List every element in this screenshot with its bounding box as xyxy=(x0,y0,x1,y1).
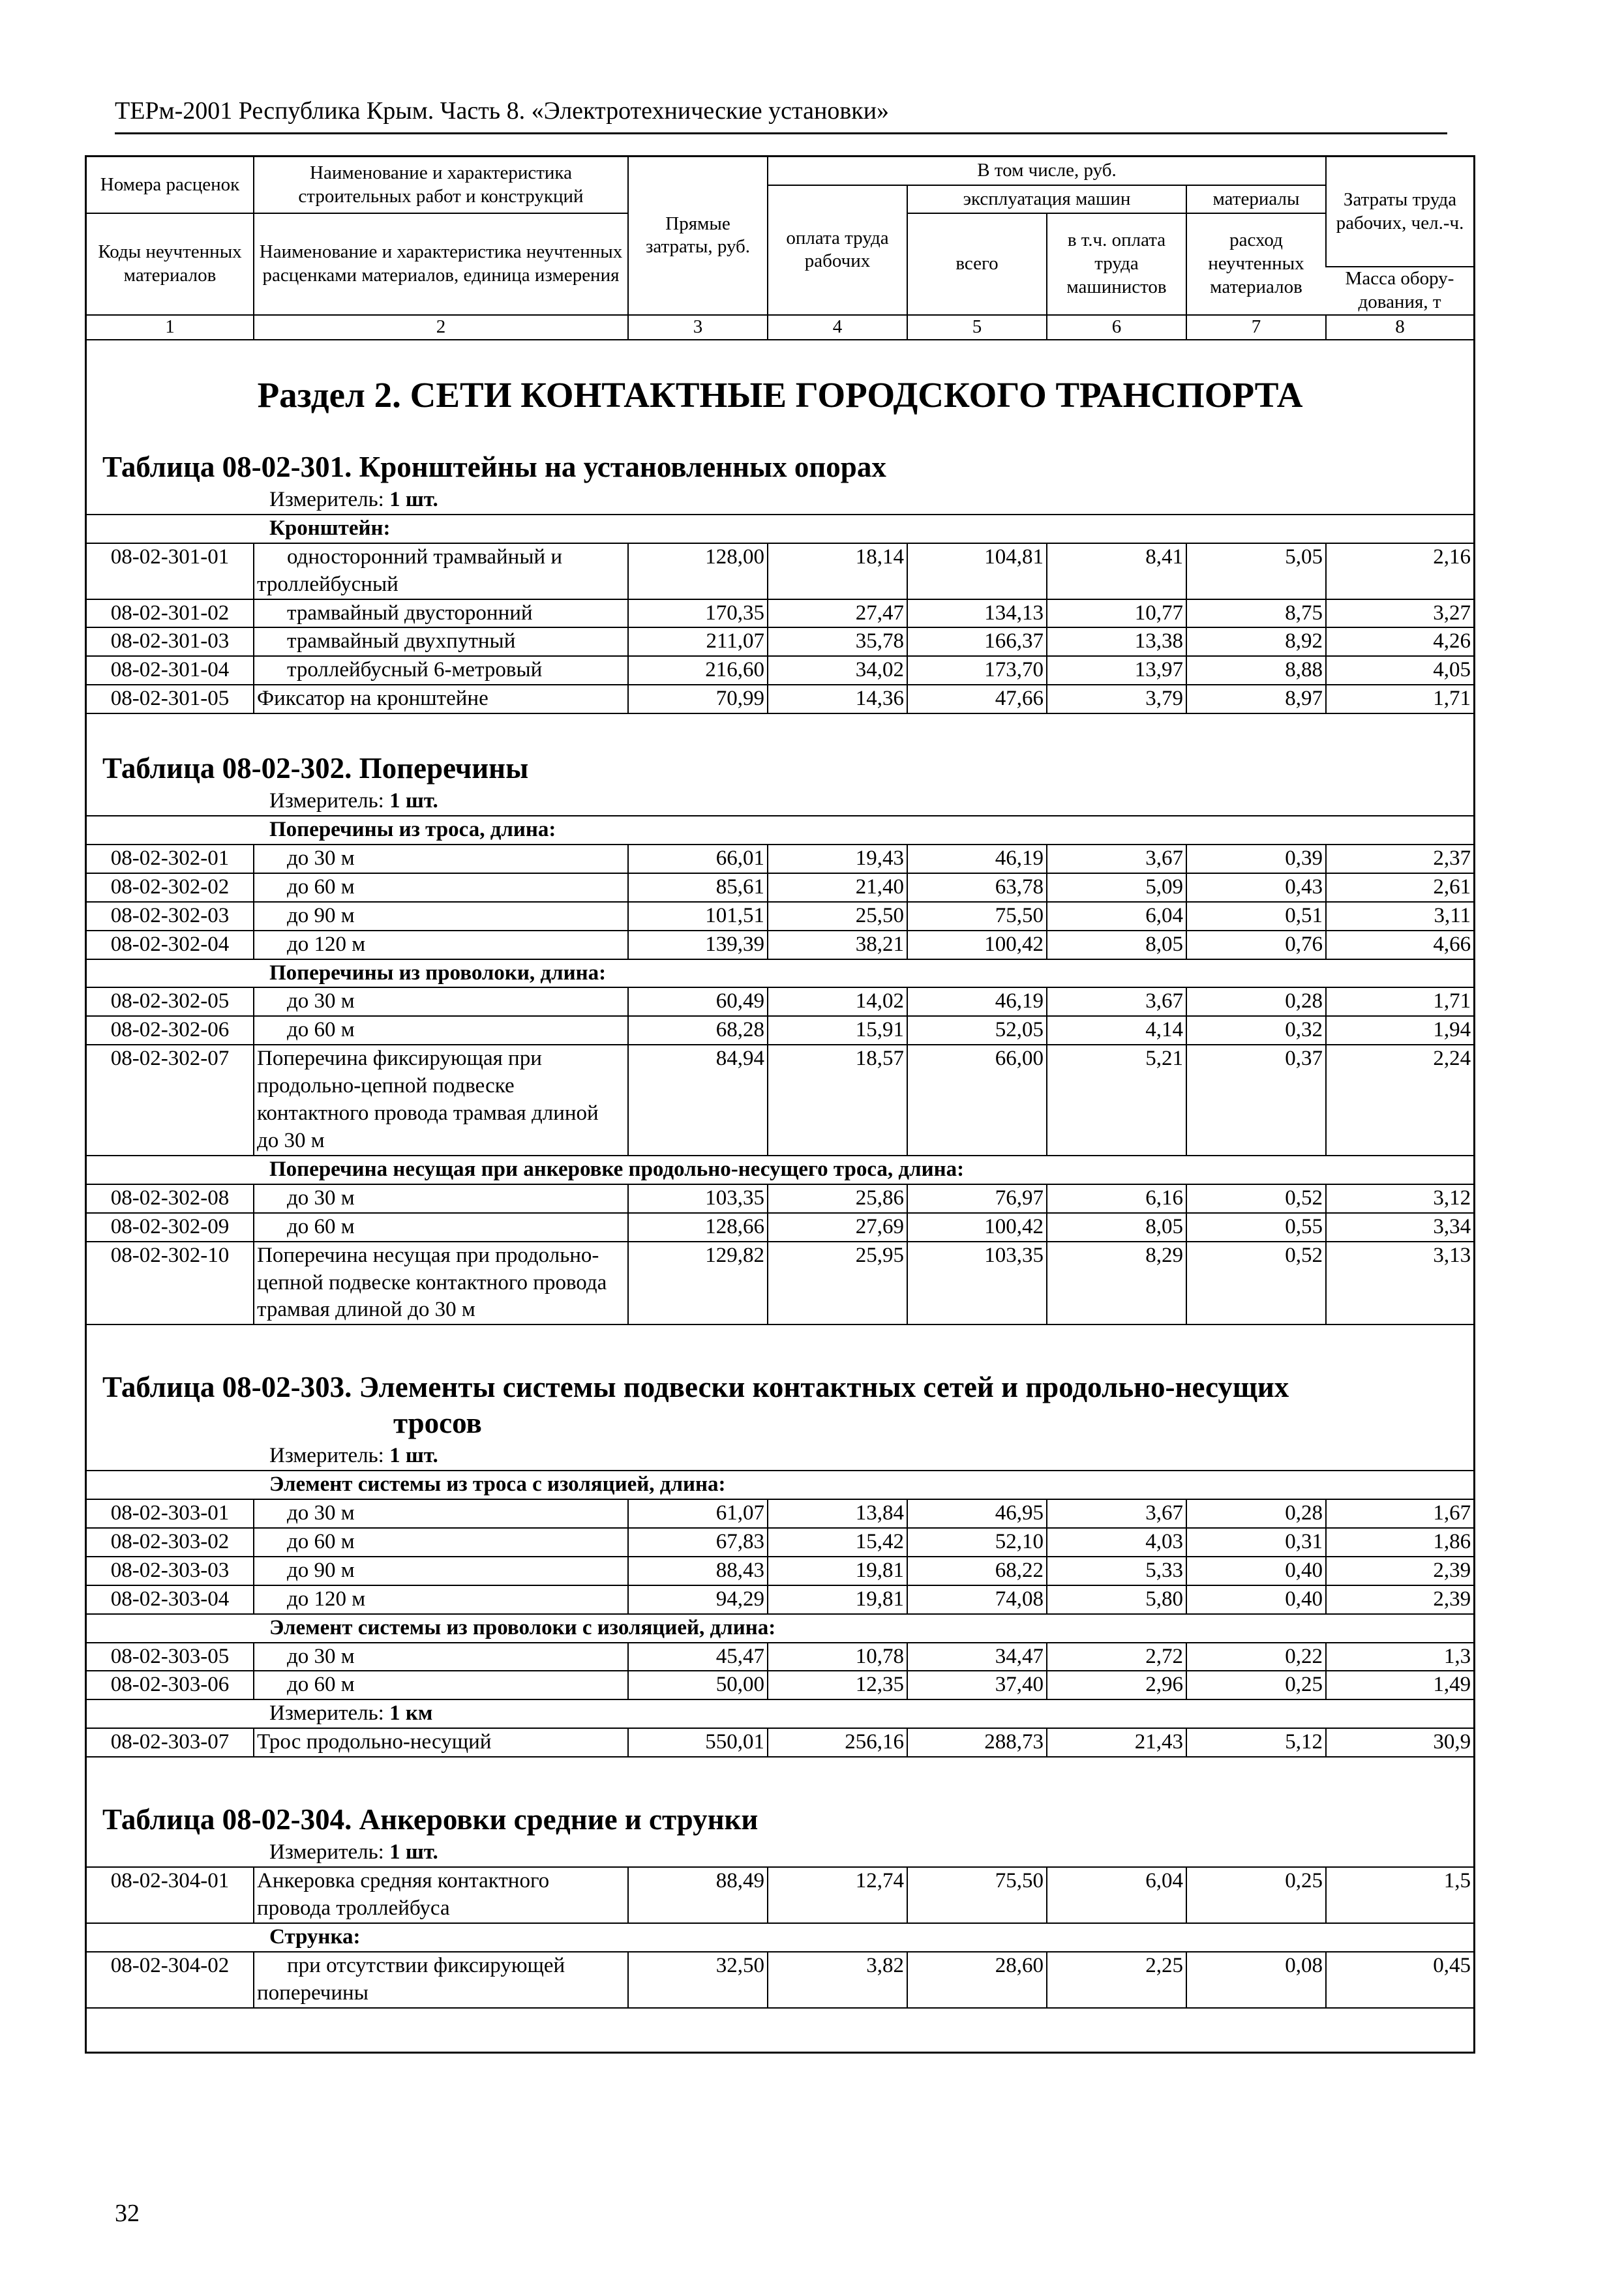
direct-cost: 32,50 xyxy=(628,1952,768,2008)
table-row xyxy=(87,931,1473,959)
labor-pay: 15,42 xyxy=(768,1528,907,1557)
direct-cost: 85,61 xyxy=(628,873,768,902)
machines-total: 68,22 xyxy=(907,1557,1047,1585)
price-tables xyxy=(87,449,1473,2049)
machinist-pay: 6,16 xyxy=(1047,1184,1186,1213)
rate-code: 08-02-302-01 xyxy=(87,845,254,873)
rate-code: 08-02-302-08 xyxy=(87,1184,254,1213)
machinist-pay: 2,72 xyxy=(1047,1643,1186,1671)
work-name: до 120 м xyxy=(254,931,628,959)
labor-hours: 2,16 xyxy=(1326,543,1473,599)
work-name: Трос продольно-несущий xyxy=(254,1728,628,1757)
labor-hours: 3,12 xyxy=(1326,1184,1473,1213)
work-name: до 60 м xyxy=(254,1016,628,1045)
measure-unit: 1 км xyxy=(389,1701,433,1726)
work-name: трамвайный двухпутный xyxy=(254,627,628,656)
header-rule xyxy=(115,132,1447,134)
table-row xyxy=(87,1213,1473,1242)
labor-hours: 2,39 xyxy=(1326,1557,1473,1585)
materials-usage: 0,40 xyxy=(1186,1585,1326,1614)
machinist-pay: 5,09 xyxy=(1047,873,1186,902)
machinist-pay: 13,38 xyxy=(1047,627,1186,656)
col-number: 4 xyxy=(768,315,907,340)
table-row xyxy=(87,1045,1473,1156)
table-title xyxy=(87,1802,1473,1838)
work-name: троллейбусный 6-метровый xyxy=(254,656,628,685)
spacer xyxy=(87,714,1473,747)
header-including: В том числе, руб. xyxy=(768,157,1326,185)
col-number: 8 xyxy=(1326,315,1473,340)
header-machines-total: всего xyxy=(907,213,1047,315)
group-row xyxy=(87,515,1473,543)
labor-hours: 1,94 xyxy=(1326,1016,1473,1045)
machinist-pay: 3,67 xyxy=(1047,987,1186,1016)
materials-usage: 0,76 xyxy=(1186,931,1326,959)
rate-code: 08-02-302-07 xyxy=(87,1045,254,1156)
work-name: до 60 м xyxy=(254,1528,628,1557)
rate-code: 08-02-301-03 xyxy=(87,627,254,656)
machines-total: 47,66 xyxy=(907,685,1047,713)
table-row xyxy=(87,599,1473,628)
measure-cell xyxy=(87,1699,1473,1728)
measure-unit: 1 шт. xyxy=(389,789,438,813)
col-number: 2 xyxy=(254,315,628,340)
materials-usage: 5,12 xyxy=(1186,1728,1326,1757)
header-equipment-mass: Масса обору-дования, т xyxy=(1326,267,1473,315)
group-heading: Поперечина несущая при анкеровке продольно-несущего троса, длина: xyxy=(87,1156,1473,1184)
group-heading: Струнка: xyxy=(87,1923,1473,1952)
table-row xyxy=(87,987,1473,1016)
work-name: Поперечина фиксирующая при продольно-цепной подвеске контактного провода трамвая длиной до 30 м xyxy=(254,1045,628,1156)
labor-hours: 3,11 xyxy=(1326,902,1473,931)
machines-total: 28,60 xyxy=(907,1952,1047,2008)
materials-usage: 0,51 xyxy=(1186,902,1326,931)
group-heading: Элемент системы из троса с изоляцией, длина: xyxy=(87,1471,1473,1499)
materials-usage: 0,31 xyxy=(1186,1528,1326,1557)
table-title-continuation: тросов xyxy=(393,1407,482,1440)
labor-hours: 1,71 xyxy=(1326,987,1473,1016)
price-table xyxy=(87,815,1473,1325)
measure-label: Измеритель: xyxy=(269,1701,384,1726)
group-heading: Элемент системы из проволоки с изоляцией, длина: xyxy=(87,1614,1473,1643)
labor-pay: 12,35 xyxy=(768,1671,907,1699)
price-table xyxy=(87,514,1473,714)
machinist-pay: 10,77 xyxy=(1047,599,1186,628)
measure-line xyxy=(87,485,1473,514)
machines-total: 173,70 xyxy=(907,656,1047,685)
rate-code: 08-02-302-04 xyxy=(87,931,254,959)
machinist-pay: 6,04 xyxy=(1047,1867,1186,1923)
measure-line xyxy=(87,1838,1473,1866)
spacer xyxy=(87,2009,1473,2049)
machinist-pay: 5,80 xyxy=(1047,1585,1186,1614)
direct-cost: 216,60 xyxy=(628,656,768,685)
table-title-text: Таблица 08-02-302. Поперечины xyxy=(102,752,529,785)
labor-pay: 19,43 xyxy=(768,845,907,873)
labor-hours: 4,05 xyxy=(1326,656,1473,685)
table-row xyxy=(87,902,1473,931)
rate-code: 08-02-301-04 xyxy=(87,656,254,685)
materials-usage: 5,05 xyxy=(1186,543,1326,599)
group-row xyxy=(87,1471,1473,1499)
document-frame xyxy=(85,155,1475,2054)
machines-total: 46,19 xyxy=(907,987,1047,1016)
col-number: 6 xyxy=(1047,315,1186,340)
materials-usage: 0,25 xyxy=(1186,1671,1326,1699)
machinist-pay: 4,03 xyxy=(1047,1528,1186,1557)
machinist-pay: 3,67 xyxy=(1047,1499,1186,1528)
header-codes-top: Номера расценок xyxy=(87,157,254,213)
work-name: до 30 м xyxy=(254,987,628,1016)
materials-usage: 0,39 xyxy=(1186,845,1326,873)
machines-total: 34,47 xyxy=(907,1643,1047,1671)
table-row xyxy=(87,1643,1473,1671)
work-name: до 60 м xyxy=(254,1213,628,1242)
machines-total: 46,95 xyxy=(907,1499,1047,1528)
table-row xyxy=(87,845,1473,873)
machines-total: 52,10 xyxy=(907,1528,1047,1557)
work-name: до 90 м xyxy=(254,902,628,931)
measure-label: Измеритель: xyxy=(269,487,384,511)
table-row xyxy=(87,1671,1473,1699)
rate-code: 08-02-302-05 xyxy=(87,987,254,1016)
labor-pay: 18,14 xyxy=(768,543,907,599)
direct-cost: 45,47 xyxy=(628,1643,768,1671)
labor-pay: 25,95 xyxy=(768,1242,907,1325)
header-labor-costs: Затраты труда рабочих, чел.-ч. xyxy=(1326,157,1473,267)
machinist-pay: 8,41 xyxy=(1047,543,1186,599)
materials-usage: 8,88 xyxy=(1186,656,1326,685)
group-heading: Поперечины из проволоки, длина: xyxy=(87,959,1473,988)
rate-code: 08-02-302-02 xyxy=(87,873,254,902)
labor-hours: 0,45 xyxy=(1326,1952,1473,2008)
machines-total: 134,13 xyxy=(907,599,1047,628)
rate-code: 08-02-303-07 xyxy=(87,1728,254,1757)
work-name: до 60 м xyxy=(254,873,628,902)
labor-hours: 2,24 xyxy=(1326,1045,1473,1156)
direct-cost: 94,29 xyxy=(628,1585,768,1614)
labor-pay: 13,84 xyxy=(768,1499,907,1528)
labor-pay: 38,21 xyxy=(768,931,907,959)
machinist-pay: 2,25 xyxy=(1047,1952,1186,2008)
work-name: до 120 м xyxy=(254,1585,628,1614)
rate-code: 08-02-304-01 xyxy=(87,1867,254,1923)
labor-pay: 35,78 xyxy=(768,627,907,656)
labor-pay: 27,47 xyxy=(768,599,907,628)
rate-code: 08-02-303-02 xyxy=(87,1528,254,1557)
labor-hours: 4,66 xyxy=(1326,931,1473,959)
rate-code: 08-02-301-05 xyxy=(87,685,254,713)
labor-hours: 4,26 xyxy=(1326,627,1473,656)
machinist-pay: 8,05 xyxy=(1047,1213,1186,1242)
materials-usage: 8,92 xyxy=(1186,627,1326,656)
price-table xyxy=(87,1866,1473,2009)
work-name: при отсутствии фиксирующей поперечины xyxy=(254,1952,628,2008)
labor-pay: 27,69 xyxy=(768,1213,907,1242)
measure-line xyxy=(87,786,1473,815)
materials-usage: 0,55 xyxy=(1186,1213,1326,1242)
table-row xyxy=(87,1867,1473,1923)
measure-label: Измеритель: xyxy=(269,1444,384,1468)
rate-code: 08-02-303-01 xyxy=(87,1499,254,1528)
materials-usage: 0,43 xyxy=(1186,873,1326,902)
direct-cost: 211,07 xyxy=(628,627,768,656)
labor-pay: 10,78 xyxy=(768,1643,907,1671)
machinist-pay: 3,79 xyxy=(1047,685,1186,713)
group-heading: Кронштейн: xyxy=(87,515,1473,543)
section-title: Раздел 2. СЕТИ КОНТАКТНЫЕ ГОРОДСКОГО ТРАНСПОРТА xyxy=(257,374,1303,415)
measure-unit: 1 шт. xyxy=(389,487,438,511)
machines-total: 103,35 xyxy=(907,1242,1047,1325)
materials-usage: 0,52 xyxy=(1186,1184,1326,1213)
table-title-text: Таблица 08-02-304. Анкеровки средние и струнки xyxy=(102,1803,759,1836)
labor-hours: 1,5 xyxy=(1326,1867,1473,1923)
direct-cost: 67,83 xyxy=(628,1528,768,1557)
group-row xyxy=(87,816,1473,845)
direct-cost: 88,43 xyxy=(628,1557,768,1585)
table-row xyxy=(87,1528,1473,1557)
measure-line xyxy=(87,1441,1473,1470)
direct-cost: 70,99 xyxy=(628,685,768,713)
table-row xyxy=(87,873,1473,902)
rate-code: 08-02-303-06 xyxy=(87,1671,254,1699)
materials-usage: 0,28 xyxy=(1186,987,1326,1016)
materials-usage: 0,52 xyxy=(1186,1242,1326,1325)
direct-cost: 61,07 xyxy=(628,1499,768,1528)
rate-code: 08-02-303-03 xyxy=(87,1557,254,1585)
group-heading: Поперечины из троса, длина: xyxy=(87,816,1473,845)
table-row xyxy=(87,1728,1473,1757)
machinist-pay: 8,29 xyxy=(1047,1242,1186,1325)
col-number: 5 xyxy=(907,315,1047,340)
direct-cost: 550,01 xyxy=(628,1728,768,1757)
labor-pay: 19,81 xyxy=(768,1585,907,1614)
rate-code: 08-02-301-02 xyxy=(87,599,254,628)
table-title xyxy=(87,1369,1473,1441)
measure-label: Измеритель: xyxy=(269,789,384,813)
labor-pay: 12,74 xyxy=(768,1867,907,1923)
measure-unit: 1 шт. xyxy=(389,1444,438,1468)
work-name: трамвайный двусторонний xyxy=(254,599,628,628)
direct-cost: 128,66 xyxy=(628,1213,768,1242)
machines-total: 166,37 xyxy=(907,627,1047,656)
machines-total: 75,50 xyxy=(907,1867,1047,1923)
machinist-pay: 6,04 xyxy=(1047,902,1186,931)
direct-cost: 88,49 xyxy=(628,1867,768,1923)
direct-cost: 129,82 xyxy=(628,1242,768,1325)
machinist-pay: 5,21 xyxy=(1047,1045,1186,1156)
machines-total: 104,81 xyxy=(907,543,1047,599)
header-machines: эксплуатация машин xyxy=(907,185,1186,213)
materials-usage: 0,08 xyxy=(1186,1952,1326,2008)
work-name: Анкеровка средняя контактного провода троллейбуса xyxy=(254,1867,628,1923)
rate-code: 08-02-302-06 xyxy=(87,1016,254,1045)
labor-pay: 14,36 xyxy=(768,685,907,713)
direct-cost: 101,51 xyxy=(628,902,768,931)
column-number-row xyxy=(87,315,1473,340)
header-codes-bottom: Коды неучтенных материалов xyxy=(87,213,254,315)
spacer xyxy=(87,1758,1473,1798)
rate-code: 08-02-302-10 xyxy=(87,1242,254,1325)
materials-usage: 8,97 xyxy=(1186,685,1326,713)
materials-usage: 8,75 xyxy=(1186,599,1326,628)
table-row xyxy=(87,627,1473,656)
machinist-pay: 5,33 xyxy=(1047,1557,1186,1585)
table-title xyxy=(87,751,1473,786)
work-name: до 30 м xyxy=(254,1499,628,1528)
table-row xyxy=(87,543,1473,599)
table-row xyxy=(87,1184,1473,1213)
work-name: до 30 м xyxy=(254,1643,628,1671)
column-header-table xyxy=(87,157,1473,340)
materials-usage: 0,40 xyxy=(1186,1557,1326,1585)
labor-hours: 1,67 xyxy=(1326,1499,1473,1528)
header-name-top: Наименование и характеристика строительных работ и конструкций xyxy=(254,157,628,213)
machines-total: 66,00 xyxy=(907,1045,1047,1156)
direct-cost: 128,00 xyxy=(628,543,768,599)
labor-hours: 2,61 xyxy=(1326,873,1473,902)
machinist-pay: 3,67 xyxy=(1047,845,1186,873)
machines-total: 100,42 xyxy=(907,931,1047,959)
direct-cost: 68,28 xyxy=(628,1016,768,1045)
rate-code: 08-02-302-03 xyxy=(87,902,254,931)
direct-cost: 170,35 xyxy=(628,599,768,628)
rate-code: 08-02-303-04 xyxy=(87,1585,254,1614)
labor-hours: 2,39 xyxy=(1326,1585,1473,1614)
machinist-pay: 13,97 xyxy=(1047,656,1186,685)
table-title-text: Таблица 08-02-303. Элементы системы подвески контактных сетей и продольно-несущих xyxy=(102,1371,1289,1404)
price-table xyxy=(87,1470,1473,1758)
machinist-pay: 4,14 xyxy=(1047,1016,1186,1045)
rate-code: 08-02-302-09 xyxy=(87,1213,254,1242)
labor-pay: 3,82 xyxy=(768,1952,907,2008)
table-title-text: Таблица 08-02-301. Кронштейны на установленных опорах xyxy=(102,450,886,483)
header-materials-usage: расход неучтенных материалов xyxy=(1186,213,1326,315)
machines-total: 75,50 xyxy=(907,902,1047,931)
measure-label: Измеритель: xyxy=(269,1840,384,1864)
labor-hours: 1,3 xyxy=(1326,1643,1473,1671)
work-name: до 30 м xyxy=(254,845,628,873)
machines-total: 76,97 xyxy=(907,1184,1047,1213)
labor-pay: 256,16 xyxy=(768,1728,907,1757)
direct-cost: 66,01 xyxy=(628,845,768,873)
header-materials: материалы xyxy=(1186,185,1326,213)
labor-hours: 1,49 xyxy=(1326,1671,1473,1699)
labor-hours: 3,34 xyxy=(1326,1213,1473,1242)
group-row xyxy=(87,1156,1473,1184)
labor-hours: 1,86 xyxy=(1326,1528,1473,1557)
table-row xyxy=(87,1585,1473,1614)
labor-pay: 25,86 xyxy=(768,1184,907,1213)
direct-cost: 60,49 xyxy=(628,987,768,1016)
labor-hours: 30,9 xyxy=(1326,1728,1473,1757)
labor-hours: 2,37 xyxy=(1326,845,1473,873)
group-row xyxy=(87,1614,1473,1643)
col-number: 1 xyxy=(87,315,254,340)
running-header: ТЕРм-2001 Республика Крым. Часть 8. «Электротехнические установки» xyxy=(115,97,890,125)
group-row xyxy=(87,1923,1473,1952)
direct-cost: 84,94 xyxy=(628,1045,768,1156)
materials-usage: 0,37 xyxy=(1186,1045,1326,1156)
table-row xyxy=(87,1242,1473,1325)
rate-code: 08-02-303-05 xyxy=(87,1643,254,1671)
direct-cost: 50,00 xyxy=(628,1671,768,1699)
rate-code: 08-02-301-01 xyxy=(87,543,254,599)
header-direct-costs: Прямые затраты, руб. xyxy=(628,157,768,315)
machinist-pay: 2,96 xyxy=(1047,1671,1186,1699)
labor-hours: 1,71 xyxy=(1326,685,1473,713)
labor-hours: 3,13 xyxy=(1326,1242,1473,1325)
work-name: до 60 м xyxy=(254,1671,628,1699)
work-name: до 30 м xyxy=(254,1184,628,1213)
direct-cost: 139,39 xyxy=(628,931,768,959)
table-row xyxy=(87,1016,1473,1045)
measure-unit: 1 шт. xyxy=(389,1840,438,1864)
table-row xyxy=(87,1952,1473,2008)
labor-pay: 18,57 xyxy=(768,1045,907,1156)
machinist-pay: 8,05 xyxy=(1047,931,1186,959)
machinist-pay: 21,43 xyxy=(1047,1728,1186,1757)
work-name: Фиксатор на кронштейне xyxy=(254,685,628,713)
work-name: Поперечина несущая при продольно-цепной подвеске контактного провода трамвая длиной до 30 м xyxy=(254,1242,628,1325)
labor-pay: 21,40 xyxy=(768,873,907,902)
spacer xyxy=(87,1325,1473,1366)
materials-usage: 0,32 xyxy=(1186,1016,1326,1045)
machines-total: 52,05 xyxy=(907,1016,1047,1045)
work-name: односторонний трамвайный и троллейбусный xyxy=(254,543,628,599)
labor-pay: 25,50 xyxy=(768,902,907,931)
page-number: 32 xyxy=(115,2200,140,2227)
labor-pay: 15,91 xyxy=(768,1016,907,1045)
materials-usage: 0,22 xyxy=(1186,1643,1326,1671)
group-row xyxy=(87,959,1473,988)
materials-usage: 0,25 xyxy=(1186,1867,1326,1923)
measure-row xyxy=(87,1699,1473,1728)
col-number: 7 xyxy=(1186,315,1326,340)
document-body xyxy=(87,340,1473,2052)
materials-usage: 0,28 xyxy=(1186,1499,1326,1528)
table-row xyxy=(87,1557,1473,1585)
labor-hours: 3,27 xyxy=(1326,599,1473,628)
machines-total: 37,40 xyxy=(907,1671,1047,1699)
machines-total: 288,73 xyxy=(907,1728,1047,1757)
direct-cost: 103,35 xyxy=(628,1184,768,1213)
table-row xyxy=(87,1499,1473,1528)
rate-code: 08-02-304-02 xyxy=(87,1952,254,2008)
table-row xyxy=(87,656,1473,685)
table-title xyxy=(87,449,1473,485)
labor-pay: 34,02 xyxy=(768,656,907,685)
header-name-bottom: Наименование и характеристика неучтенных расценками материалов, единица измерения xyxy=(254,213,628,315)
machines-total: 63,78 xyxy=(907,873,1047,902)
machines-total: 100,42 xyxy=(907,1213,1047,1242)
machines-total: 46,19 xyxy=(907,845,1047,873)
work-name: до 90 м xyxy=(254,1557,628,1585)
col-number: 3 xyxy=(628,315,768,340)
table-row xyxy=(87,685,1473,713)
header-labor-pay: оплата труда рабочих xyxy=(768,185,907,315)
labor-pay: 19,81 xyxy=(768,1557,907,1585)
header-machinist-pay: в т.ч. оплата труда машинистов xyxy=(1047,213,1186,315)
machines-total: 74,08 xyxy=(907,1585,1047,1614)
labor-pay: 14,02 xyxy=(768,987,907,1016)
